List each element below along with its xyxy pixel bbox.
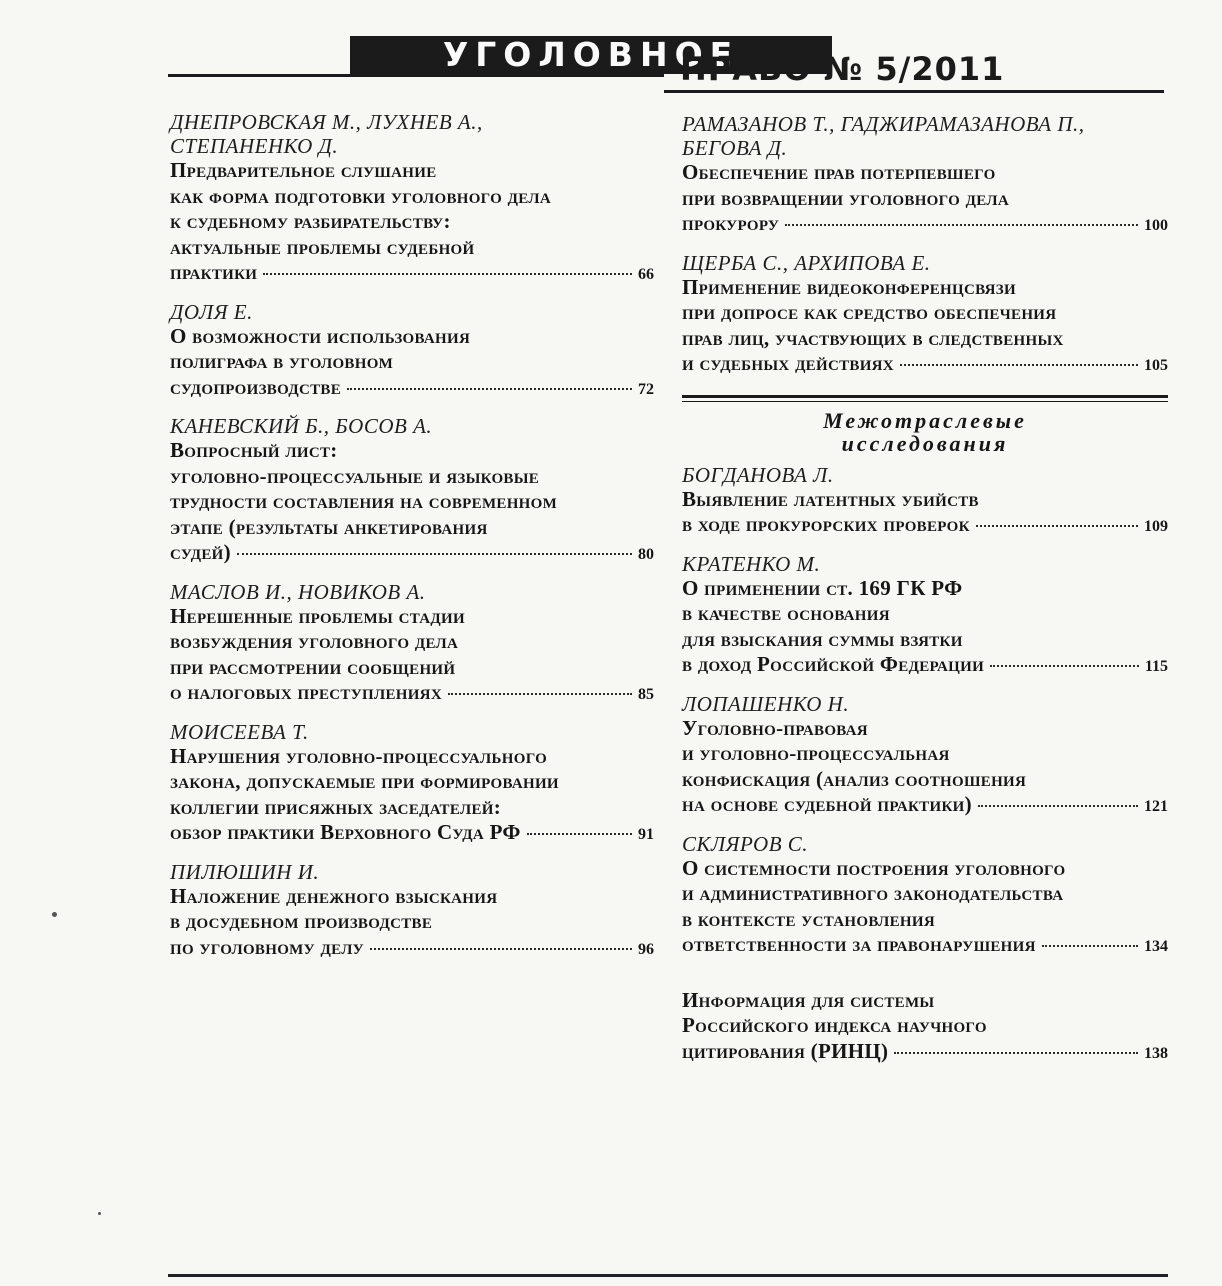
page-number: 100 [1144, 217, 1168, 234]
toc-entry[interactable] [682, 832, 1168, 958]
entry-title-line: к судебному разбирательству: [170, 209, 451, 233]
entry-title-line: Предварительное слушание [170, 158, 437, 182]
entry-title-line: Выявление латентных убийств [682, 486, 979, 511]
toc-entry[interactable] [170, 860, 654, 961]
entry-title-line: на основе судебной практики) [682, 792, 972, 816]
toc-entry[interactable] [170, 580, 654, 706]
scan-speck [52, 912, 57, 917]
entry-title-line: цитирования (РИНЦ) [682, 1038, 889, 1063]
entry-title-line: при рассмотрении сообщений [170, 654, 456, 679]
divider-thin-line [682, 401, 1168, 402]
page-number: 121 [1144, 798, 1168, 815]
entry-authors: МАСЛОВ И., НОВИКОВ А. [170, 579, 426, 604]
entry-title-line: этапе (результаты анкетирования [170, 514, 488, 539]
toc-entry[interactable] [682, 552, 1168, 678]
dot-leader [976, 525, 1138, 527]
page-number: 105 [1144, 357, 1168, 374]
entry-authors: МОИСЕЕВА Т. [170, 719, 309, 744]
entry-title-line: судопроизводстве [170, 374, 342, 399]
entry-last-line [170, 375, 654, 401]
bottom-rule [168, 1274, 1168, 1277]
scan-speck [98, 1212, 101, 1215]
page-number: 85 [638, 686, 654, 703]
entry-title-line: Вопросный лист: [170, 438, 338, 462]
entry-title-line: Наложение денежного взыскания [170, 883, 498, 908]
entry-title-line: О системности построения уголовного [682, 855, 1066, 880]
entry-last-line [682, 1039, 1168, 1065]
dot-leader [900, 364, 1138, 366]
entry-last-line [682, 932, 1168, 958]
entry-authors: ПИЛЮШИН И. [170, 859, 320, 884]
entry-last-line [682, 512, 1168, 538]
entry-authors: БЕГОВА Д. [682, 136, 788, 160]
toc-entry[interactable] [682, 112, 1168, 237]
entry-title-line: уголовно-процессуальные и языковые [170, 463, 540, 488]
toc-entry[interactable] [682, 463, 1168, 538]
entry-authors: ЛОПАШЕНКО Н. [682, 691, 850, 716]
entry-title-line: о налоговых преступлениях [170, 680, 442, 704]
entry-last-line [682, 211, 1168, 237]
entry-title-line: и административного законодательства [682, 881, 1064, 905]
entry-last-line [170, 680, 654, 706]
entry-title-line: для взыскания суммы взятки [682, 626, 963, 651]
page-number: 91 [638, 826, 654, 843]
entry-last-line [682, 792, 1168, 818]
entry-last-line [170, 260, 654, 286]
entry-title-line: Обеспечение прав потерпевшего [682, 160, 996, 184]
entry-title-line: полиграфа в уголовном [170, 349, 394, 373]
toc-entry[interactable] [170, 414, 654, 566]
masthead-journal-name: УГОЛОВНОЕ [350, 36, 832, 74]
entry-title-line: О применении ст. 169 ГК РФ [682, 575, 963, 600]
entry-title-line: в качестве основания [682, 601, 890, 625]
entry-title-line: в досудебном производстве [170, 909, 433, 933]
entry-title-line: в контексте установления [682, 906, 935, 931]
entry-title-line: прав лиц, участвующих в следственных [682, 325, 1064, 350]
page-number: 80 [638, 546, 654, 563]
page-number: 72 [638, 380, 654, 398]
entry-title-line: в ходе прокурорских проверок [682, 512, 970, 536]
entry-title-line: Нарушения уголовно-процессуального [170, 743, 548, 768]
entry-authors: КАНЕВСКИЙ Б., БОСОВ А. [170, 414, 433, 438]
toc-right-top [682, 112, 1168, 377]
masthead [168, 36, 1168, 96]
page-number: 109 [1144, 518, 1168, 535]
toc-entry[interactable] [682, 988, 1168, 1065]
entry-title-line: Информация для системы [682, 987, 935, 1012]
dot-leader [894, 1052, 1138, 1054]
entry-authors: РАМАЗАНОВ Т., ГАДЖИРАМАЗАНОВА П., [682, 112, 1085, 136]
toc-entry[interactable] [170, 110, 654, 286]
entry-title-line: при возвращении уголовного дела [682, 185, 1009, 210]
page-number: 138 [1144, 1044, 1168, 1062]
page-number: 96 [638, 940, 654, 958]
entry-title-line: конфискация (анализ соотношения [682, 766, 1027, 791]
dot-leader [370, 948, 632, 950]
masthead-issue-label: ПРАВО № 5/2011 [680, 50, 1005, 88]
entry-title-line: коллегии присяжных заседателей: [170, 794, 502, 819]
dot-leader [1042, 945, 1138, 947]
toc-entry[interactable] [170, 300, 654, 401]
entry-authors: ЩЕРБА С., АРХИПОВА Е. [682, 250, 931, 275]
entry-title-line: О возможности использования [170, 323, 471, 348]
entry-title-line: судей) [170, 540, 231, 564]
entry-authors: ДНЕПРОВСКАЯ М., ЛУХНЕВ А., [170, 110, 483, 134]
dot-leader [990, 665, 1139, 667]
entry-title-line: Нерешенные проблемы стадии [170, 603, 465, 628]
toc-right-column [682, 112, 1168, 1078]
masthead-rule-left [168, 74, 664, 77]
toc-left-column [170, 110, 654, 974]
entry-title-line: по уголовному делу [170, 934, 364, 959]
entry-authors: КРАТЕНКО М. [682, 551, 821, 576]
entry-title-line: прокурору [682, 211, 780, 235]
entry-title-line: обзор практики Верховного Суда РФ [170, 820, 521, 844]
dot-leader [263, 273, 632, 275]
entry-title-line: при допросе как средство обеспечения [682, 300, 1057, 324]
entry-title-line: и судебных действиях [682, 351, 894, 375]
entry-title-line: трудности составления на современном [170, 489, 558, 513]
entry-title-line: возбуждения уголовного дела [170, 629, 459, 653]
entry-last-line [170, 935, 654, 961]
toc-entry[interactable] [682, 251, 1168, 377]
entry-last-line [170, 540, 654, 566]
entry-authors: ДОЛЯ Е. [170, 299, 253, 324]
dot-leader [978, 805, 1138, 807]
entry-authors: БОГДАНОВА Л. [682, 462, 834, 487]
entry-title-line: в доход Российской Федерации [682, 652, 985, 676]
section-heading-line-2: исследования [841, 430, 1009, 456]
entry-title-line: актуальные проблемы судебной [170, 234, 475, 259]
entry-title-line: Российского индекса научного [682, 1013, 987, 1037]
dot-leader [448, 693, 632, 695]
dot-leader [527, 833, 632, 835]
section-heading [682, 409, 1168, 455]
page-number: 134 [1144, 938, 1168, 955]
divider-thick-line [682, 395, 1168, 398]
entry-last-line [682, 652, 1168, 678]
section-heading-line-1: Межотраслевые [823, 407, 1027, 433]
entry-last-line [682, 351, 1168, 377]
toc-right-bottom [682, 463, 1168, 1065]
section-divider [682, 391, 1168, 407]
entry-title-line: практики [170, 260, 258, 284]
toc-entry[interactable] [682, 692, 1168, 818]
entry-title-line: закона, допускаемые при формировании [170, 769, 559, 793]
entry-title-line: как форма подготовки уголовного дела [170, 183, 552, 208]
entry-title-line: ответственности за правонарушения [682, 932, 1036, 956]
entry-authors: СТЕПАНЕНКО Д. [170, 134, 339, 158]
dot-leader [347, 388, 632, 390]
dot-leader [785, 224, 1138, 226]
page-number: 115 [1144, 658, 1168, 675]
masthead-rule-right [664, 90, 1164, 93]
page-number: 66 [638, 266, 654, 283]
entry-title-line: и уголовно-процессуальная [682, 741, 950, 765]
entry-title-line: Применение видеоконференцсвязи [682, 274, 1016, 299]
toc-entry[interactable] [170, 720, 654, 846]
dot-leader [237, 553, 632, 555]
entry-authors: СКЛЯРОВ С. [682, 831, 809, 856]
entry-title-line: Уголовно-правовая [682, 715, 868, 740]
entry-last-line [170, 820, 654, 846]
